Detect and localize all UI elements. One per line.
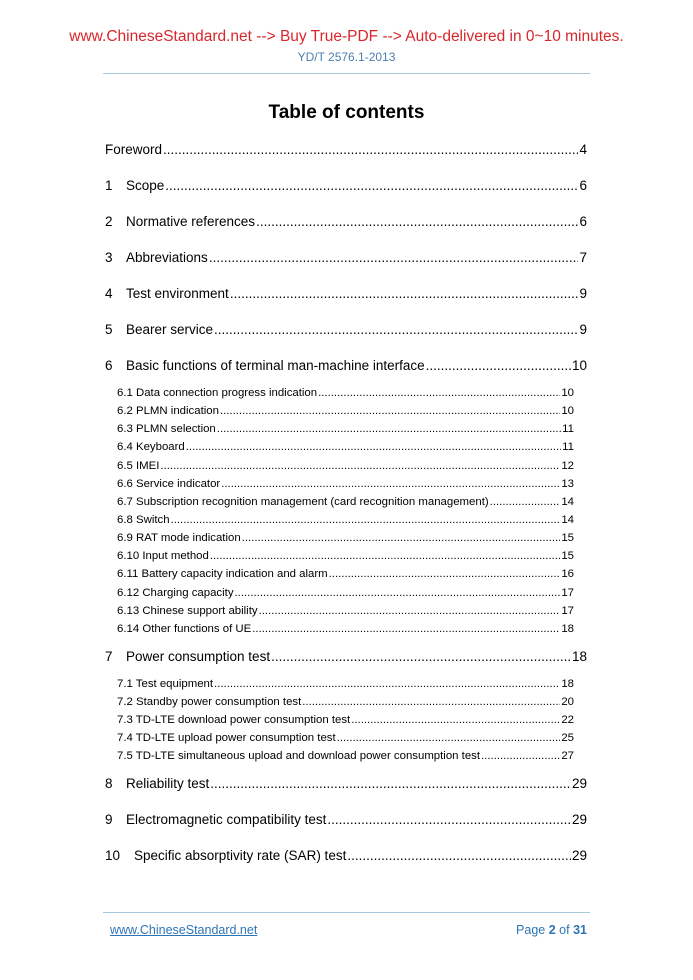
toc-entry-label: 6.13 Chinese support ability xyxy=(117,604,258,617)
dot-leader xyxy=(426,357,571,375)
dot-leader xyxy=(347,847,571,865)
toc-entry[interactable] xyxy=(117,458,574,476)
toc-entry-page: 9 xyxy=(579,322,587,337)
total-pages: 31 xyxy=(573,923,587,937)
toc-entry-page: 22 xyxy=(561,714,574,727)
toc-entry-page: 10 xyxy=(561,387,574,399)
toc-entry-number: 6 xyxy=(105,358,113,373)
toc-entry-label: 7.3 TD-LTE download power consumption test xyxy=(117,714,351,727)
toc-entry-label: 7.4 TD-LTE upload power consumption test xyxy=(117,732,336,745)
dot-leader xyxy=(351,712,560,728)
toc-entry[interactable] xyxy=(117,421,574,439)
toc-entry-label: 6.14 Other functions of UE xyxy=(117,622,252,635)
toc-entry-page: 9 xyxy=(579,286,587,301)
toc-entry-label: Abbreviations xyxy=(126,250,208,265)
toc-entry-label: Electromagnetic compatibility test xyxy=(126,812,327,828)
toc-entry-label: 7.1 Test equipment xyxy=(117,677,214,690)
dot-leader xyxy=(214,676,560,692)
toc-entry-label: 6.9 RAT mode indication xyxy=(117,532,241,545)
dot-leader xyxy=(327,811,571,829)
dot-leader xyxy=(235,585,561,601)
toc-entry[interactable] xyxy=(105,285,587,321)
toc-entry[interactable] xyxy=(117,494,574,512)
page-of-label: of xyxy=(559,923,570,937)
toc-entry-label: Power consumption test xyxy=(126,648,271,664)
page-label: Page xyxy=(516,923,546,937)
toc-entry[interactable] xyxy=(105,213,587,249)
toc-entry-page: 10 xyxy=(571,358,587,373)
toc-entry-page: 16 xyxy=(561,568,574,581)
page-indicator xyxy=(516,923,587,937)
toc-entry-page: 27 xyxy=(561,750,574,763)
toc-entry-number: 4 xyxy=(105,286,113,301)
toc-entry[interactable] xyxy=(105,811,587,847)
toc-entry-page: 15 xyxy=(561,532,574,545)
toc-entry-number: 7 xyxy=(105,648,113,664)
dot-leader xyxy=(171,512,561,528)
toc-entry-label: Foreword xyxy=(105,142,163,157)
toc-entry[interactable] xyxy=(117,530,574,548)
dot-leader xyxy=(209,249,579,267)
toc-entry[interactable] xyxy=(105,177,587,213)
current-page: 2 xyxy=(548,923,556,937)
toc-entry-page: 25 xyxy=(561,732,574,745)
toc-entry-page: 15 xyxy=(561,550,574,563)
toc-entry-label: Normative references xyxy=(126,214,256,229)
toc-entry-label: Specific absorptivity rate (SAR) test xyxy=(134,848,347,864)
toc-entry[interactable] xyxy=(117,694,574,712)
dot-leader xyxy=(252,621,560,637)
dot-leader xyxy=(217,421,561,437)
toc-entry-label: Reliability test xyxy=(126,776,210,792)
toc-entry[interactable] xyxy=(117,712,574,730)
toc-entry-page: 11 xyxy=(562,441,574,454)
dot-leader xyxy=(256,213,578,231)
dot-leader xyxy=(242,530,561,546)
table-of-contents xyxy=(0,141,693,883)
dot-leader xyxy=(210,548,561,564)
toc-entry[interactable] xyxy=(105,321,587,357)
toc-entry-label: Scope xyxy=(126,178,165,193)
toc-entry-number: 10 xyxy=(105,848,121,864)
toc-entry-label: Basic functions of terminal man-machine interface xyxy=(126,358,425,373)
toc-entry-number: 8 xyxy=(105,776,113,792)
footer-divider xyxy=(103,912,590,913)
dot-leader xyxy=(165,177,578,195)
toc-entry-page: 11 xyxy=(562,423,574,436)
toc-entry-number: 2 xyxy=(105,214,113,229)
footer-website-link[interactable]: www.ChineseStandard.net xyxy=(110,923,258,937)
dot-leader xyxy=(337,730,561,746)
toc-entry-page: 14 xyxy=(561,513,574,526)
toc-entry-page: 14 xyxy=(561,495,574,508)
dot-leader xyxy=(318,385,560,401)
dot-leader xyxy=(230,285,579,303)
dot-leader xyxy=(490,494,561,510)
toc-entry[interactable] xyxy=(105,249,587,285)
toc-entry[interactable] xyxy=(105,775,587,811)
toc-entry-page: 13 xyxy=(561,477,574,490)
toc-entry[interactable] xyxy=(117,676,574,694)
dot-leader xyxy=(302,694,560,710)
header-divider xyxy=(103,73,590,74)
toc-entry[interactable] xyxy=(117,403,574,421)
toc-entry[interactable] xyxy=(117,603,574,621)
toc-entry-page: 6 xyxy=(579,178,587,193)
toc-entry-page: 12 xyxy=(561,459,574,472)
document-id: YD/T 2576.1-2013 xyxy=(297,50,396,64)
toc-entry-page: 29 xyxy=(571,812,587,828)
toc-entry[interactable] xyxy=(117,512,574,530)
toc-entry-page: 18 xyxy=(571,648,587,664)
toc-entry-label: 7.5 TD-LTE simultaneous upload and download power consumption test xyxy=(117,750,481,763)
toc-entry-page: 18 xyxy=(561,622,574,635)
dot-leader xyxy=(210,775,571,793)
toc-entry-label: 7.2 Standby power consumption test xyxy=(117,695,302,708)
toc-entry-page: 17 xyxy=(561,586,574,599)
toc-entry-page: 10 xyxy=(561,405,574,418)
toc-entry-page: 17 xyxy=(561,604,574,617)
toc-entry-label: 6.1 Data connection progress indication xyxy=(117,387,318,399)
toc-entry[interactable] xyxy=(105,357,587,385)
dot-leader xyxy=(271,648,571,666)
toc-entry-label: 6.3 PLMN selection xyxy=(117,423,216,436)
toc-entry[interactable] xyxy=(105,847,587,883)
dot-leader xyxy=(221,476,560,492)
dot-leader xyxy=(329,566,561,582)
dot-leader xyxy=(163,141,578,159)
toc-entry[interactable] xyxy=(117,585,574,603)
toc-entry[interactable] xyxy=(105,648,587,676)
toc-entry[interactable] xyxy=(117,748,574,775)
dot-leader xyxy=(481,748,560,764)
toc-entry[interactable] xyxy=(117,439,574,457)
toc-entry-page: 29 xyxy=(571,848,587,864)
toc-entry[interactable] xyxy=(117,621,574,648)
dot-leader xyxy=(220,403,560,419)
toc-entry-page: 20 xyxy=(561,695,574,708)
toc-entry-label: 6.12 Charging capacity xyxy=(117,586,234,599)
toc-entry-number: 3 xyxy=(105,250,113,265)
toc-entry-label: Test environment xyxy=(126,286,229,301)
toc-entry-label: 6.11 Battery capacity indication and alarm xyxy=(117,568,328,581)
toc-entry-label: Bearer service xyxy=(126,322,214,337)
dot-leader xyxy=(186,439,561,455)
toc-entry-page: 6 xyxy=(579,214,587,229)
toc-entry-label: 6.7 Subscription recognition management (card recognition management) xyxy=(117,495,489,508)
toc-entry-label: 6.8 Switch xyxy=(117,513,170,526)
dot-leader xyxy=(259,603,561,619)
toc-entry-label: 6.2 PLMN indication xyxy=(117,405,219,418)
dot-leader xyxy=(160,458,560,474)
toc-entry-number: 9 xyxy=(105,812,113,828)
toc-entry[interactable] xyxy=(117,548,574,566)
toc-entry-label: 6.4 Keyboard xyxy=(117,441,185,454)
toc-entry[interactable] xyxy=(105,141,587,177)
toc-entry-number: 5 xyxy=(105,322,113,337)
toc-entry-page: 18 xyxy=(561,677,574,690)
toc-entry-page: 7 xyxy=(579,250,587,265)
toc-entry[interactable] xyxy=(117,476,574,494)
toc-entry-label: 6.10 Input method xyxy=(117,550,209,563)
page-title: Table of contents xyxy=(268,102,425,123)
toc-entry[interactable] xyxy=(117,566,574,584)
promo-banner[interactable]: www.ChineseStandard.net --> Buy True-PDF --> Auto-delivered in 0~10 minutes. xyxy=(69,28,624,45)
toc-entry[interactable] xyxy=(117,730,574,748)
toc-entry-number: 1 xyxy=(105,178,113,193)
dot-leader xyxy=(214,321,578,339)
toc-entry-label: 6.5 IMEI xyxy=(117,459,160,472)
toc-entry[interactable] xyxy=(117,385,574,403)
toc-entry-page: 4 xyxy=(579,142,587,157)
toc-entry-label: 6.6 Service indicator xyxy=(117,477,221,490)
toc-entry-page: 29 xyxy=(571,776,587,792)
